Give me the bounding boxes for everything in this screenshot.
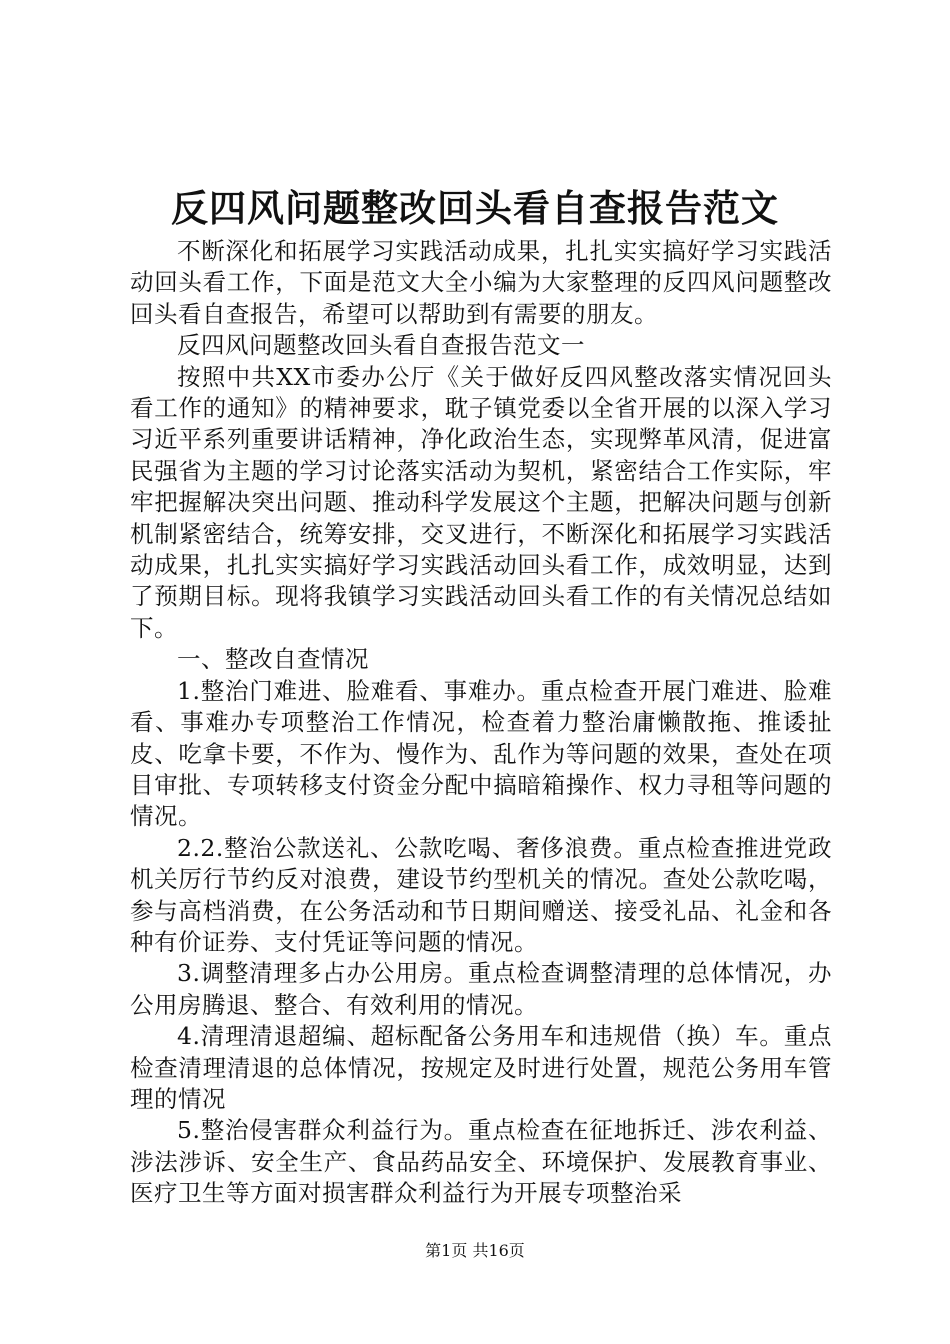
background-paragraph: 按照中共XX市委办公厅《关于做好反四风整改落实情况回头看工作的通知》的精神要求，耽子镇党委以全省开展的以深入学习习近平系列重要讲话精神，净化政治生态，实现弊革风清，促进富民强省为主题的学习讨论落实活动为契机，紧密结合工作实际，牢牢把握解决突出问题、推动科学发展这个主题，把解决问题与创新机制紧密结合，统筹安排，交叉进行，不断深化和拓展学习实践活动成果，扎扎实实搞好学习实践活动回头看工作，成效明显，达到了预期目标。现将我镇学习实践活动回头看工作的有关情况总结如下。 bbox=[130, 362, 832, 642]
document-title: 反四风问题整改回头看自查报告范文 bbox=[171, 186, 779, 230]
item-paragraph-2: 2.2.整治公款送礼、公款吃喝、奢侈浪费。重点检查推进党政机关厉行节约反对浪费，建设节约型机关的情况。查处公款吃喝，参与高档消费，在公务活动和节日期间赠送、接受礼品、礼金和各种有价证券、支付凭证等问题的情况。 bbox=[130, 833, 832, 956]
section-heading-example-one: 反四风问题整改回头看自查报告范文一 bbox=[177, 331, 585, 360]
item-paragraph-3: 3.调整清理多占办公用房。重点检查调整清理的总体情况，办公用房腾退、整合、有效利用的情况。 bbox=[130, 959, 832, 1019]
document-body bbox=[130, 236, 832, 1210]
intro-paragraph: 不断深化和拓展学习实践活动成果，扎扎实实搞好学习实践活动回头看工作，下面是范文大全小编为大家整理的反四风问题整改回头看自查报告，希望可以帮助到有需要的朋友。 bbox=[130, 237, 832, 328]
item-paragraph-5: 5.整治侵害群众利益行为。重点检查在征地拆迁、涉农利益、涉法涉诉、安全生产、食品药品安全、环境保护、发展教育事业、医疗卫生等方面对损害群众利益行为开展专项整治采 bbox=[130, 1116, 832, 1208]
page-number-footer: 第1页 共16页 bbox=[425, 1241, 525, 1260]
item-paragraph-4: 4.清理清退超编、超标配备公务用车和违规借（换）车。重点检查清理清退的总体情况，按规定及时进行处置，规范公务用车管理的情况 bbox=[130, 1022, 832, 1113]
item-paragraph-1: 1.整治门难进、脸难看、事难办。重点检查开展门难进、脸难看、事难办专项整治工作情况，检查着力整治庸懒散拖、推诿扯皮、吃拿卡要，不作为、慢作为、乱作为等问题的效果，查处在项目审批、专项转移支付资金分配中搞暗箱操作、权力寻租等问题的情况。 bbox=[130, 676, 832, 831]
section-heading-self-check: 一、整改自查情况 bbox=[177, 645, 369, 674]
